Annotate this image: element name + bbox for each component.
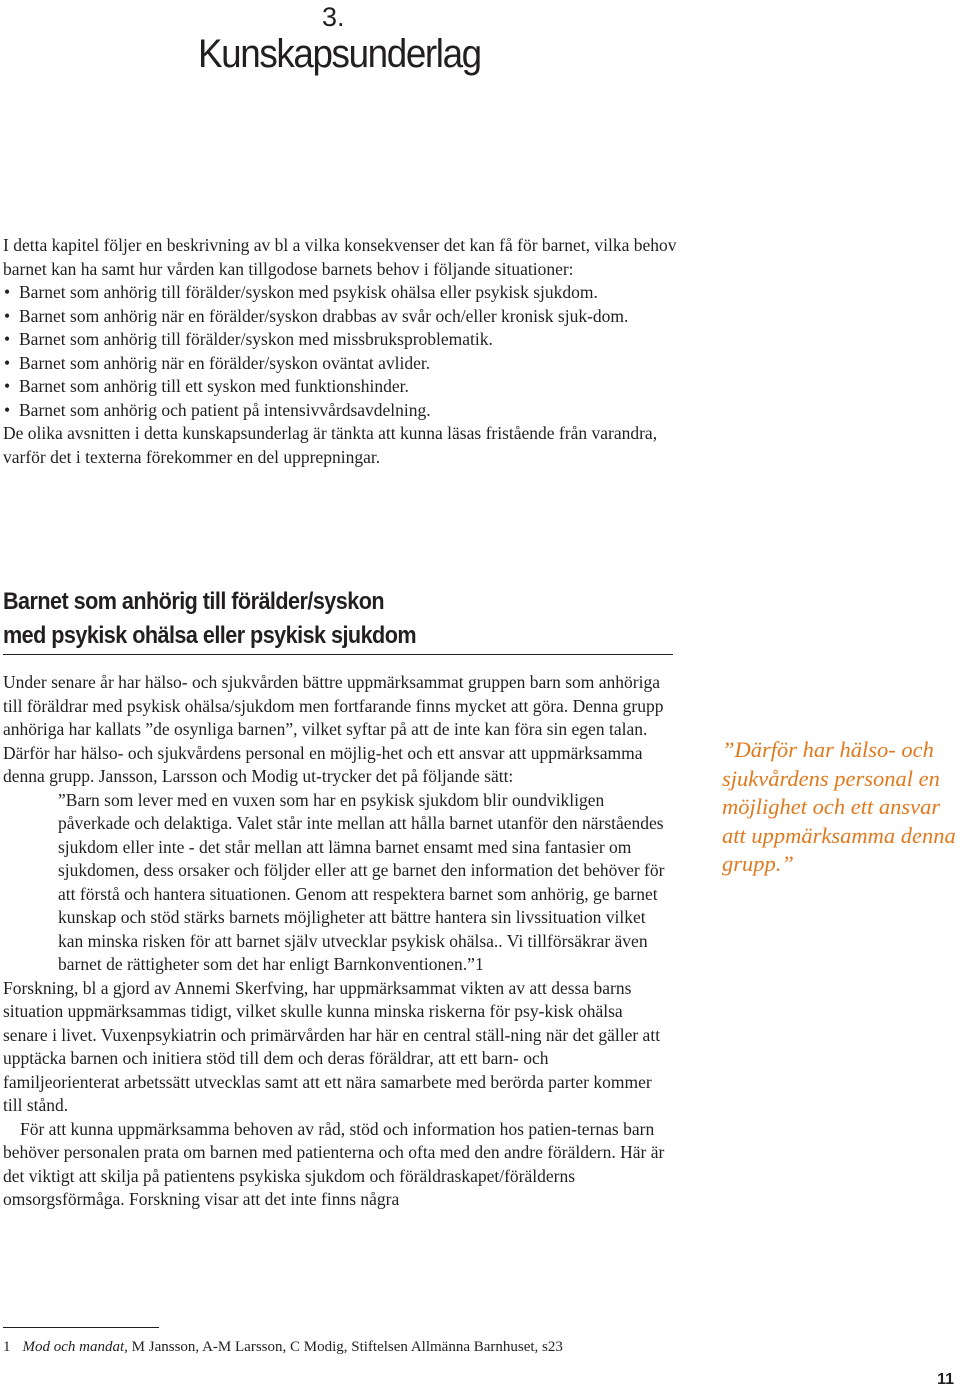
footnote <box>3 1337 683 1357</box>
body-paragraph: För att kunna uppmärksamma behoven av råd, stöd och information hos patien-ternas barn behöver personalen prata om barnen med patienterna och ofta med den andre föräldern. Här är det viktigt att skilja på patientens psykiska sjukdom och föräldraskapet/förälderns omsorgsförmåga. Forskning visar att det inte finns några <box>3 1118 665 1209</box>
footnote-details: , M Jansson, A-M Larsson, C Modig, Stiftelsen Allmänna Barnhuset, s23 <box>124 1339 563 1355</box>
intro-bullet-list <box>3 281 683 422</box>
section-body <box>3 671 667 1212</box>
section-divider <box>3 654 673 655</box>
body-paragraph: Under senare år har hälso- och sjukvården bättre uppmärksammat gruppen barn som anhöriga till föräldrar med psykisk ohälsa/sjukdom men fortfarande finns mycket att göra. Denna grupp anhöriga har kallats ”de osynliga barnen”, vilket syftar på att de inte kan föra sin egen talan. Därför har hälso- och sjukvårdens personal en möjlig-het och ett ansvar att uppmärksamma denna grupp. Jansson, Larsson och Modig ut-trycker det på följande sätt: <box>3 672 664 786</box>
list-item: • Barnet som anhörig till ett syskon med funktionshinder. <box>3 375 683 399</box>
footnote-divider <box>3 1327 159 1328</box>
section-heading <box>3 585 606 653</box>
list-item: • Barnet som anhörig och patient på intensivvårdsavdelning. <box>3 399 683 423</box>
section-heading-line1: Barnet som anhörig till förälder/syskon <box>3 588 385 615</box>
page-number: 11 <box>937 1371 954 1388</box>
list-item: • Barnet som anhörig när en förälder/syskon oväntat avlider. <box>3 352 683 376</box>
intro-section <box>3 234 683 469</box>
block-quote: ”Barn som lever med en vuxen som har en psykisk sjukdom blir oundvikligen påverkade och delaktiga. Valet står inte mellan att hålla barnet utanför den närståendes sjukdom eller inte - det står mellan att lämna barnet ensamt med sina fantasier om sjukdomen, dess orsaker och följder eller att ge barnet den information det behöver för att förstå och hantera situationen. Genom att respektera barnet som anhörig, ge barnet kunskap och stöd stärks barnets möjligheter att bättre hantera sin livssituation vilket kan minska risken för att barnet själv utvecklar psykisk ohälsa.. Vi tillförsäkrar även barnet de rättigheter som det har enligt Barnkonventionen.”1 <box>58 789 665 974</box>
intro-lead: I detta kapitel följer en beskrivning av bl a vilka konsekvenser det kan få för barnet, vilka behov barnet kan ha samt hur vården kan tillgodose barnets behov i följande situationer: <box>3 235 677 279</box>
body-paragraph: Forskning, bl a gjord av Annemi Skerfving, har uppmärksammat vikten av att dessa barns situation uppmärksammas tidigt, vilket skulle kunna minska riskerna för psy-kisk ohälsa senare i livet. Vuxenpsykiatrin och primärvården har här en central ställ-ning när det gäller att upptäcka barnen och initiera stöd till dem och deras föräldrar, att ett barn- och familjeorienterat arbetssätt utvecklas samt att ett nära samarbete med berörda parter kommer till stånd. <box>3 977 661 1115</box>
list-item: • Barnet som anhörig till förälder/syskon med missbruksproblematik. <box>3 328 683 352</box>
pull-quote: ”Därför har hälso- och sjukvårdens personal en möjlighet och ett ansvar att uppmärksamma denna grupp.” <box>722 737 956 876</box>
list-item: • Barnet som anhörig till förälder/syskon med psykisk ohälsa eller psykisk sjukdom. <box>3 281 683 305</box>
chapter-title: Kunskapsunderlag <box>198 32 481 76</box>
footnote-title: Mod och mandat <box>22 1339 125 1355</box>
chapter-number: 3. <box>322 2 345 32</box>
list-item: • Barnet som anhörig när en förälder/syskon drabbas av svår och/eller kronisk sjuk-dom. <box>3 305 683 329</box>
intro-closing: De olika avsnitten i detta kunskapsunderlag är tänkta att kunna läsas fristående från varandra, varför det i texterna förekommer en del upprepningar. <box>3 423 658 467</box>
section-heading-line2: med psykisk ohälsa eller psykisk sjukdom <box>3 622 417 649</box>
footnote-mark: 1 <box>3 1339 11 1355</box>
